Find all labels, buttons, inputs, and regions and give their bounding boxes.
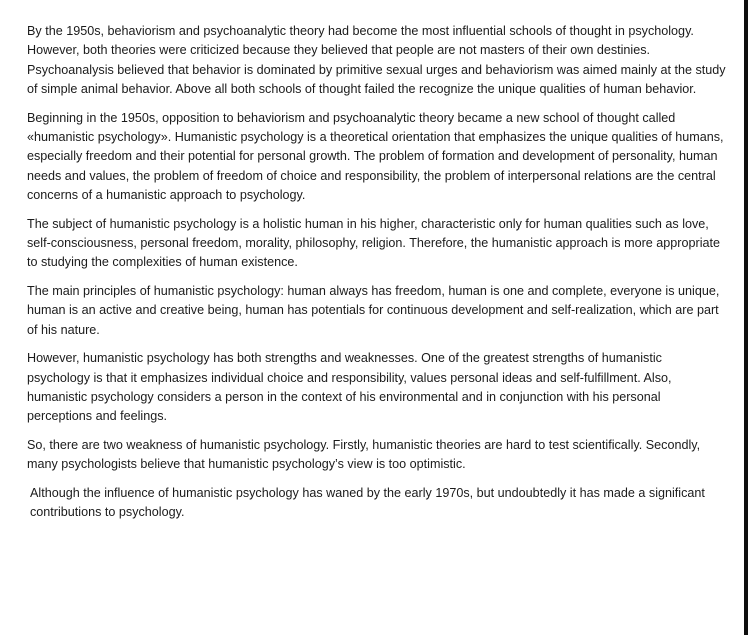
paragraph-3: The subject of humanistic psychology is a holistic human in his higher, characteristic only for human qualities such as love, self-consciousness, personal freedom, morality, philosophy, religion. Therefore, the humanistic approach is more appropriate to studying the complexities of human existence. xyxy=(27,216,721,270)
document-body xyxy=(27,22,727,531)
paragraph-2: Beginning in the 1950s, opposition to behaviorism and psychoanalytic theory became a new school of thought called «humanistic psychology». Humanistic psychology is a theoretical orientation that emphasizes the unique qualities of humans, especially freedom and their potential for personal growth. The problem of formation and development of personality, human needs and values, the problem of freedom of choice and responsibility, the problem of interpersonal relations are the central concerns of a humanistic approach to psychology. xyxy=(27,110,724,203)
paragraph-7: Although the influence of humanistic psychology has waned by the early 1970s, but undoubtedly it has made a significant contributions to psychology. xyxy=(30,485,705,519)
paragraph-5: However, humanistic psychology has both strengths and weaknesses. One of the greatest strengths of humanistic psychology is that it emphasizes individual choice and responsibility, values personal ideas and self-fulfillment. Also, humanistic psychology considers a person in the context of his environmental and in conjunction with his personal perceptions and feelings. xyxy=(27,351,672,424)
paragraph-6: So, there are two weakness of humanistic psychology. Firstly, humanistic theories are hard to test scientifically. Secondly, many psychologists believe that humanistic psychology’s view is too optimistic. xyxy=(27,437,701,472)
window-edge-border xyxy=(744,0,748,635)
paragraph-4: The main principles of humanistic psychology: human always has freedom, human is one and complete, everyone is unique, human is an active and creative being, human has potentials for continuous development and self-realization, which are part of his nature. xyxy=(27,283,720,337)
paragraph-1: By the 1950s, behaviorism and psychoanalytic theory had become the most influential schools of thought in psychology. However, both theories were criticized because they believed that people are not masters of their own destinies. Psychoanalysis believed that behavior is dominated by primitive sexual urges and behaviorism was aimed mainly at the study of simple animal behavior. Above all both schools of thought failed the recognize the unique qualities of human behavior. xyxy=(27,24,726,97)
